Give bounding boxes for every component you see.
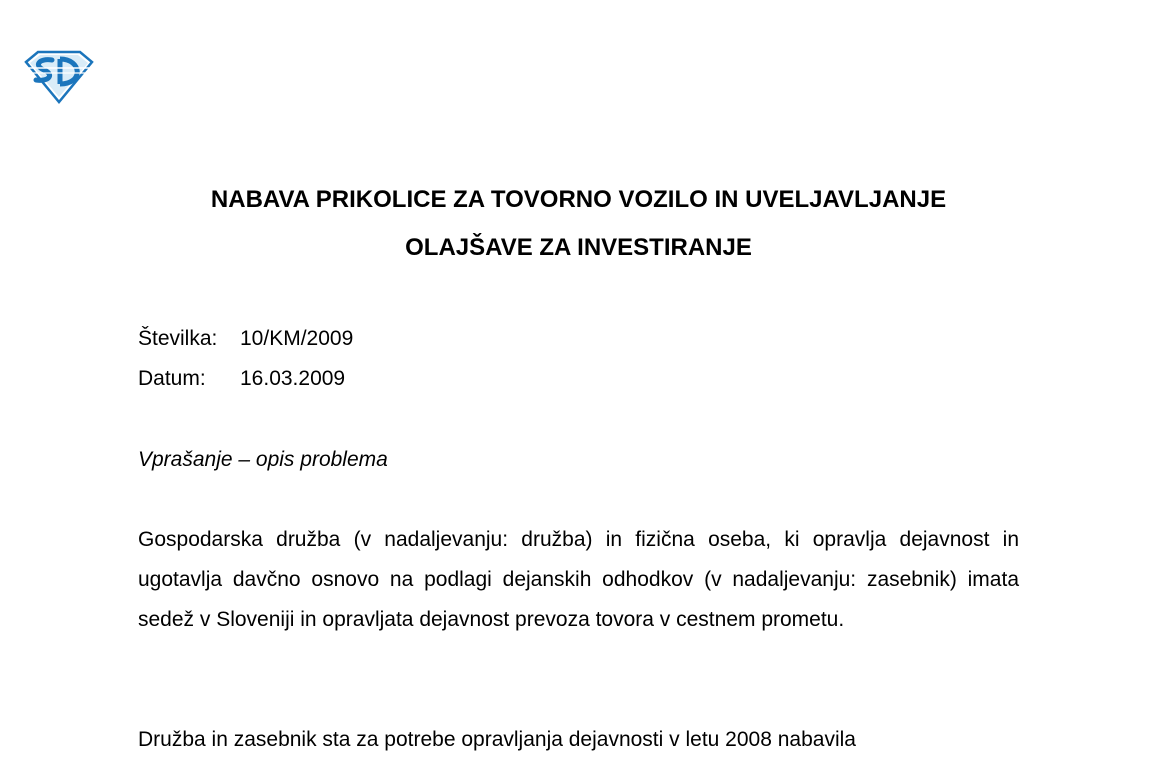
paragraph-1: Gospodarska družba (v nadaljevanju: družba) in fizična oseba, ki opravlja dejavnost in ugotavlja davčno osnovo na podlagi dejanskih odhodkov (v nadaljevanju: zasebnik) imata sedež v Sloveniji in opravljata dejavnost prevoza tovora v cestnem prometu.	[138, 528, 1019, 631]
sd-logo-icon	[22, 48, 96, 104]
number-value: 10/KM/2009	[240, 327, 354, 350]
paragraph-2: Družba in zasebnik sta za potrebe opravljanja dejavnosti v letu 2008 nabavila	[138, 728, 856, 751]
date-row	[138, 365, 345, 393]
date-value: 16.03.2009	[240, 367, 346, 390]
number-row	[138, 325, 353, 353]
document-title-line-2: OLAJŠAVE ZA INVESTIRANJE	[405, 234, 752, 261]
date-label: Datum:	[138, 367, 206, 390]
number-label: Številka:	[138, 327, 218, 350]
document-title-line-1: NABAVA PRIKOLICE ZA TOVORNO VOZILO IN UVELJAVLJANJE	[210, 186, 947, 213]
section-heading: Vprašanje – opis problema	[138, 448, 388, 471]
